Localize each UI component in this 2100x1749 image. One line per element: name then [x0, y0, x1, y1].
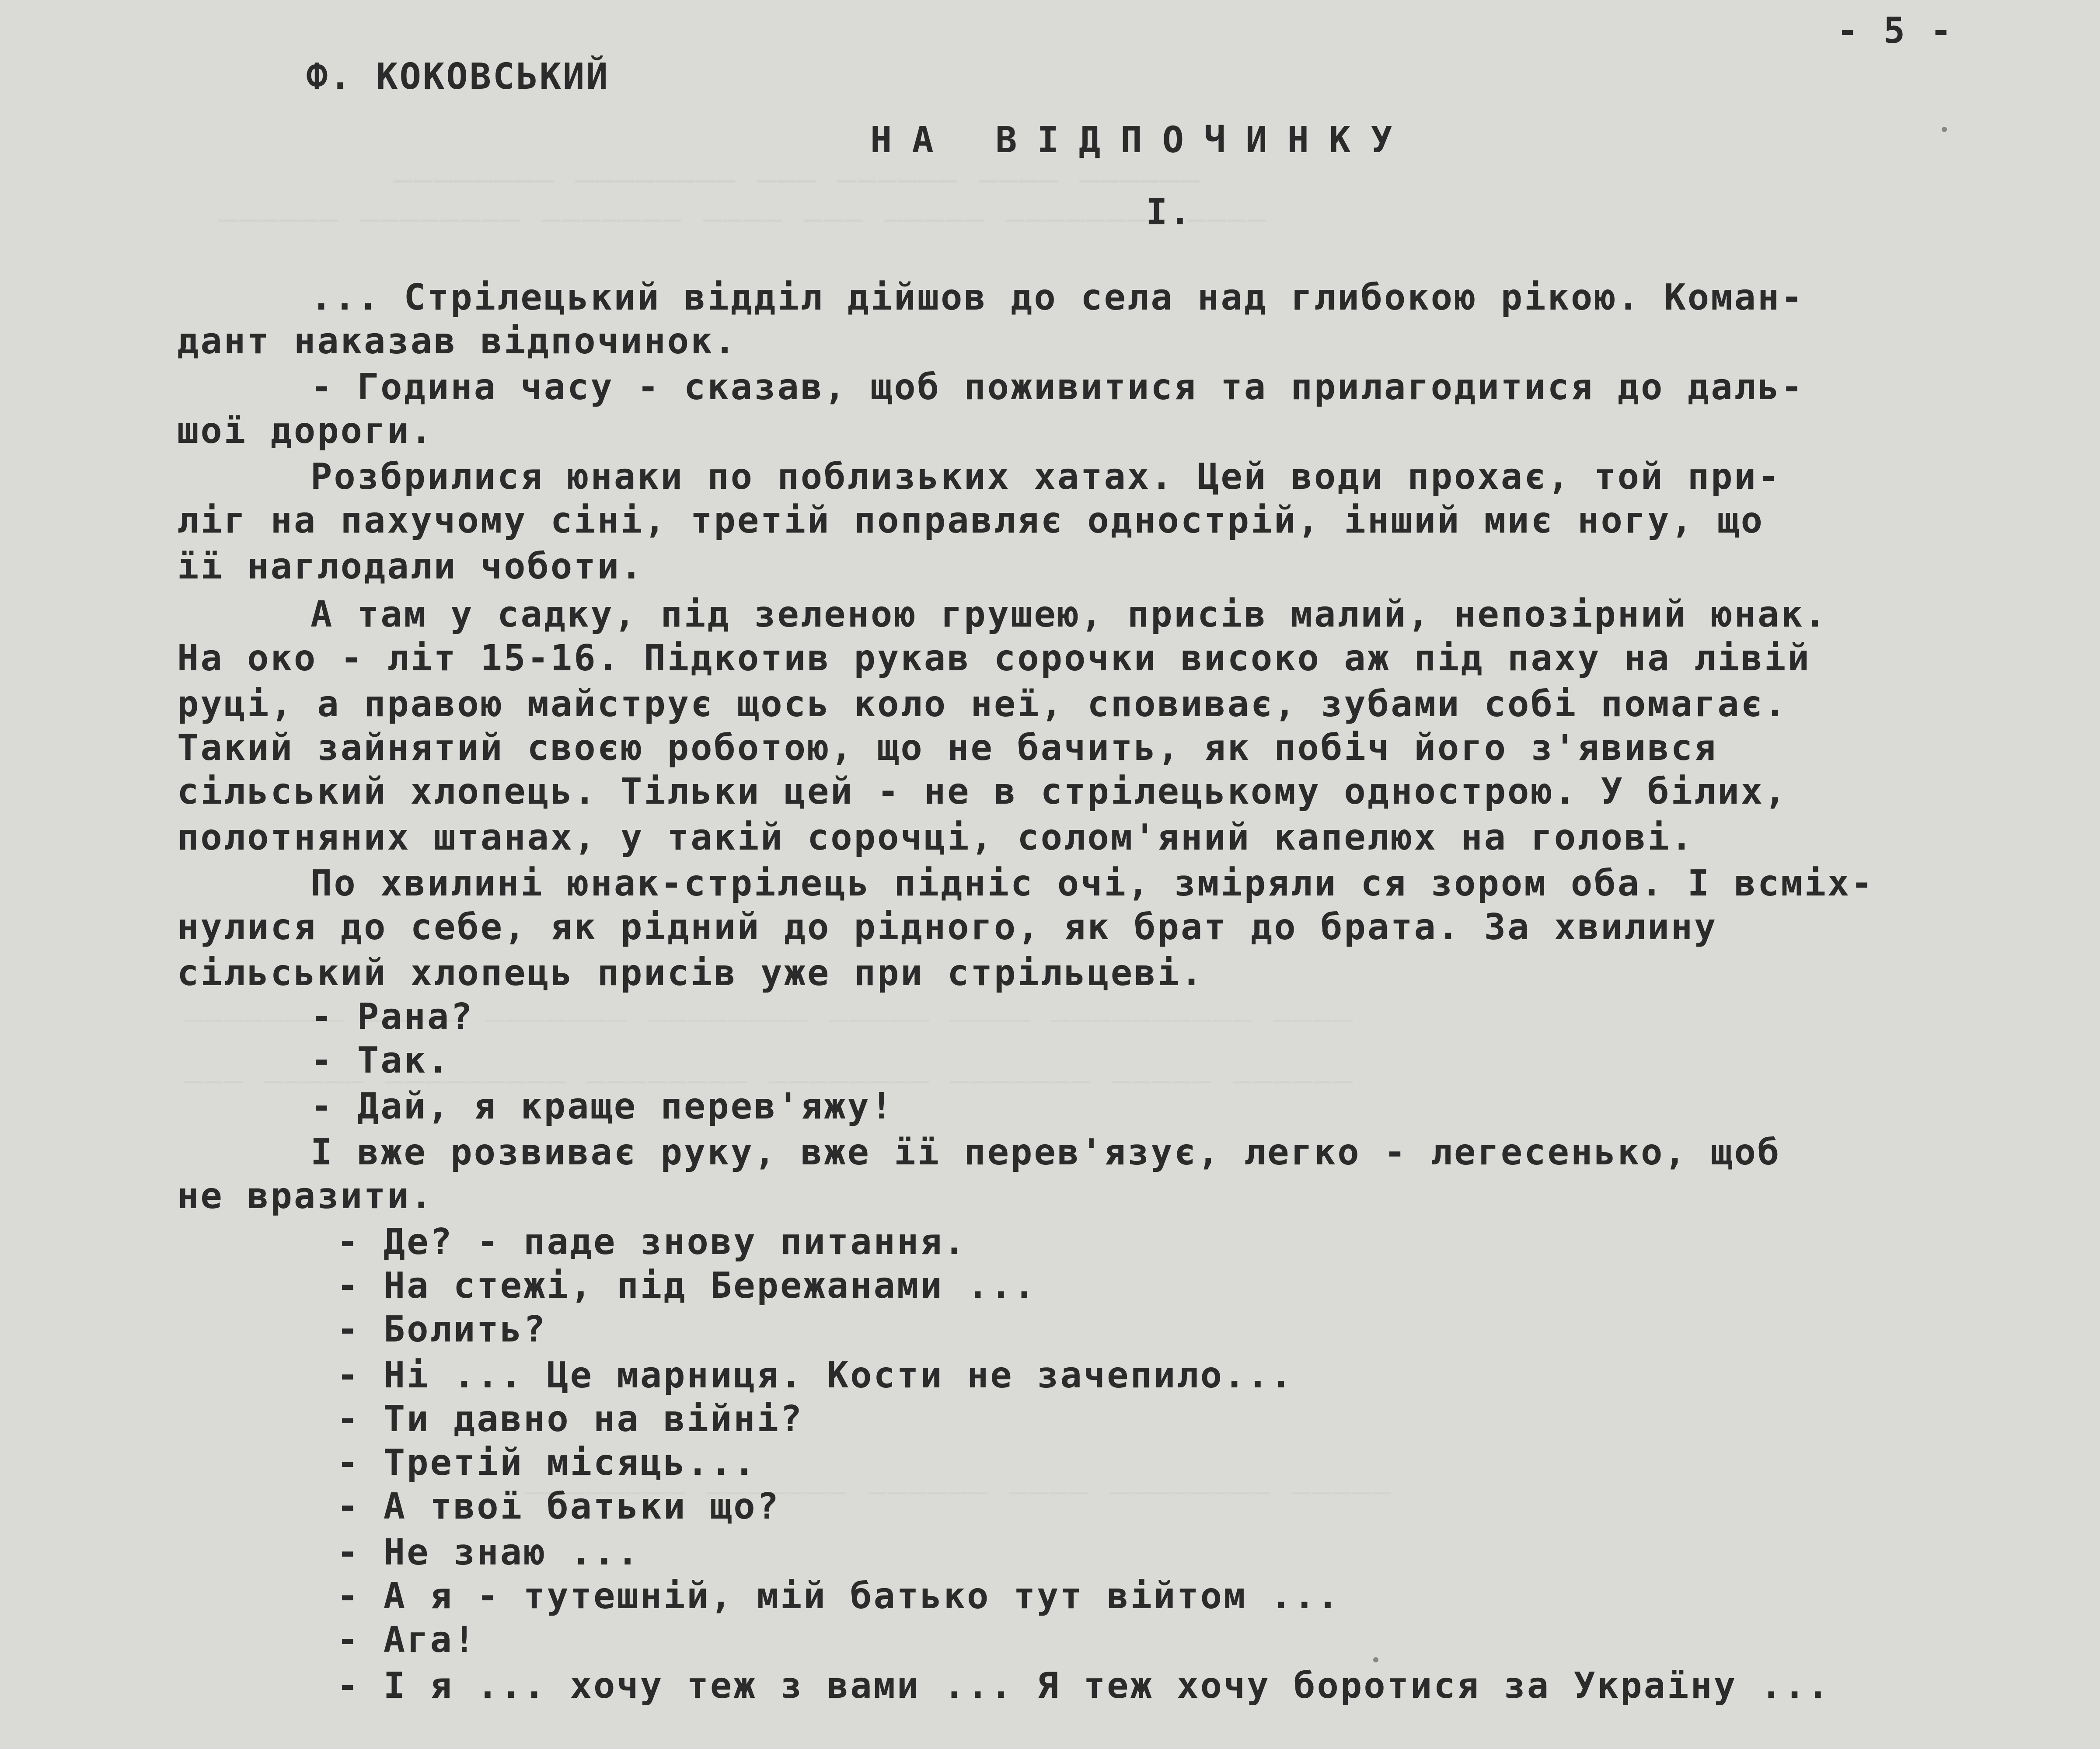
- text-line: нулися до себе, як рідний до рідного, як брат до брата. За хвилину: [177, 906, 1718, 948]
- text-line: На око - літ 15-16. Підкотив рукав сорочки високо аж під паху на лівій: [177, 638, 1811, 679]
- text-line: ... Стрілецький відділ дійшов до села над глибокою рікою. Коман-: [310, 277, 1804, 318]
- text-line: руці, а правою майструє щось коло неї, сповиває, зубами собі помагає.: [177, 683, 1788, 725]
- text-line: Розбрилися юнаки по поблизьких хатах. Цей води прохає, той при-: [310, 456, 1781, 498]
- text-line: її наглодали чоботи.: [177, 546, 644, 587]
- text-line: сільський хлопець. Тільки цей - не в стрілецькому однострою. У білих,: [177, 771, 1788, 812]
- text-line: - Так.: [310, 1040, 451, 1081]
- text-line: - Ага!: [337, 1619, 477, 1661]
- text-line: - І я ... хочу теж з вами ... Я теж хочу боротися за Україну ...: [337, 1665, 1831, 1707]
- text-line: - А твої батьки що?: [337, 1486, 780, 1527]
- text-line: - Година часу - сказав, щоб поживитися та прилагодитися до даль-: [310, 366, 1804, 408]
- text-line: не вразити.: [177, 1175, 434, 1217]
- text-line: - На стежі, під Бережанами ...: [337, 1265, 1037, 1307]
- bleed-through-text: [394, 166, 1201, 197]
- chapter-number: І.: [1146, 192, 1193, 233]
- text-line: Такий зайнятий своєю роботою, що не бачить, як побіч його з'явився: [177, 727, 1718, 769]
- page-number: - 5 -: [1837, 10, 1953, 52]
- story-title: НА ВІДПОЧИНКУ: [870, 119, 1413, 161]
- paper-speck: [1942, 127, 1947, 132]
- text-line: шої дороги.: [177, 410, 434, 452]
- author-name: Ф. КОКОВСЬКИЙ: [306, 56, 610, 98]
- text-line: А там у садку, під зеленою грушею, присів малий, непозірний юнак.: [310, 594, 1828, 635]
- text-line: сільський хлопець присів уже при стрільцеві.: [177, 952, 1204, 994]
- text-line: - Рана?: [310, 996, 474, 1038]
- text-line: - Ні ... Це марниця. Кости не зачепило...: [337, 1355, 1294, 1396]
- text-line: І вже розвиває руку, вже її перев'язує, легко - легесенько, щоб: [310, 1132, 1781, 1173]
- paper-speck: [1373, 1657, 1378, 1662]
- text-line: полотняних штанах, у такій сорочці, солом'яний капелюх на голові.: [177, 817, 1694, 858]
- text-line: ліг на пахучому сіні, третій поправляє однострій, інший миє ногу, що: [177, 500, 1765, 541]
- text-line: - Не знаю ...: [337, 1532, 640, 1573]
- text-line: - Болить?: [337, 1309, 547, 1350]
- bleed-through-text: [219, 206, 1268, 236]
- text-line: - Дай, я краще перев'яжу!: [310, 1086, 894, 1127]
- text-line: - Де? - паде знову питання.: [337, 1221, 967, 1263]
- text-line: По хвилині юнак-стрілець підніс очі, зміряли ся зором оба. І всміх-: [310, 863, 1874, 904]
- text-line: - Третій місяць...: [337, 1442, 757, 1484]
- text-line: дант наказав відпочинок.: [177, 321, 737, 362]
- text-line: - А я - тутешній, мій батько тут війтом ...: [337, 1575, 1340, 1617]
- text-line: - Ти давно на війні?: [337, 1398, 804, 1440]
